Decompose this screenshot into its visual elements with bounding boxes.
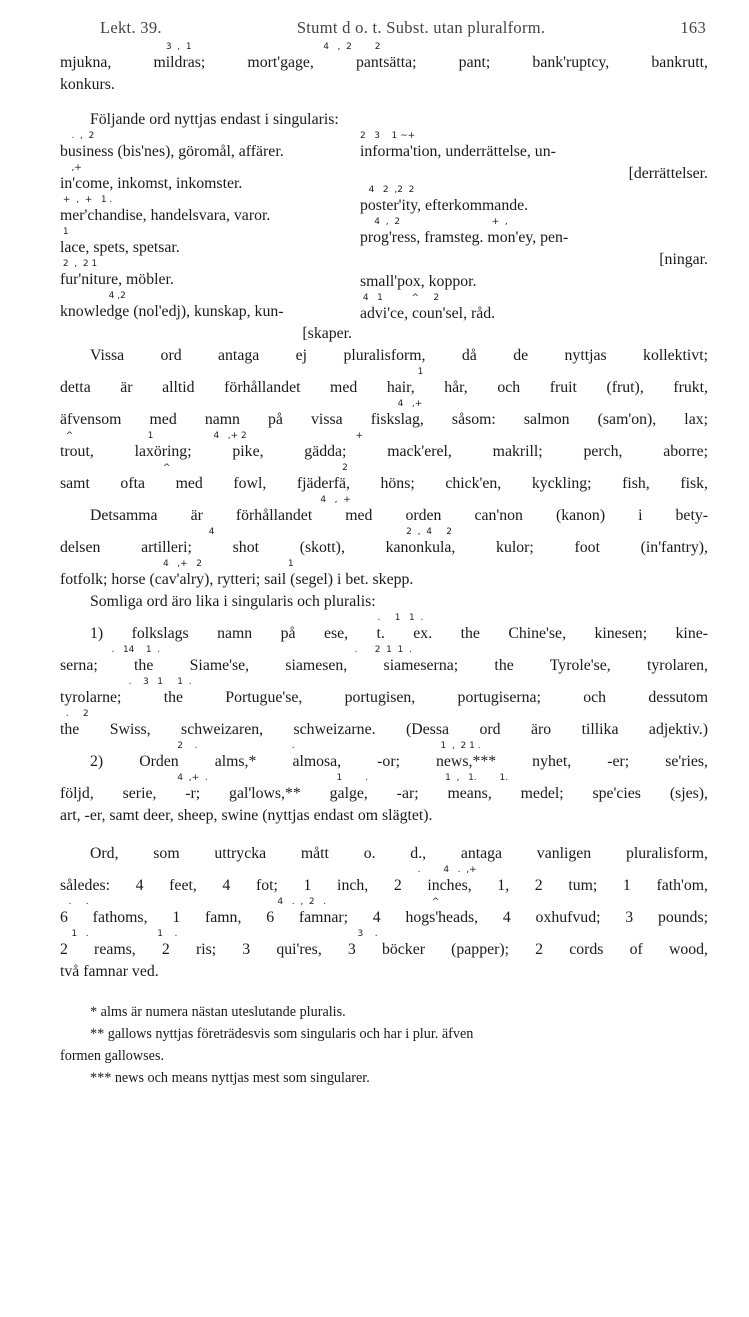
accent-marks: 4 ,+ 2 1 — [60, 559, 294, 569]
paragraph-line: följd, serie, -r; gal'lows,** galge, -ar; means, medel; spe'cies (sjes), — [60, 785, 708, 802]
book-page — [60, 18, 708, 1089]
accent-marks: . 4 . ,+ — [60, 865, 477, 875]
paragraph-line: således: 4 feet, 4 fot; 1 inch, 2 inches, 1, 2 tum; 1 fath'om, — [60, 877, 708, 894]
word-entry: [derrättelser. — [628, 165, 708, 182]
word-entry: small'pox, koppor. — [360, 273, 477, 290]
accent-marks: 2 3 1 ~+ — [360, 131, 416, 141]
word-entry: lace, spets, spetsar. — [60, 239, 180, 256]
accent-marks: . 14 1 . . 2 1 1 . — [60, 645, 412, 655]
accent-marks: . . 4 . , 2 . ^ — [60, 897, 440, 907]
accent-marks: . 2 — [60, 709, 89, 719]
word-list-right — [360, 131, 708, 345]
paragraph-line: detta är alltid förhållandet med hair, hår, och fruit (frut), frukt, — [60, 379, 708, 396]
section-intro: Följande ord nyttjas endast i singularis: — [90, 111, 339, 128]
word-entry: mer'chandise, handelsvara, varor. — [60, 207, 271, 224]
word-list-left — [60, 131, 360, 345]
paragraph-line: Somliga ord äro lika i singularis och pluralis: — [90, 593, 376, 610]
paragraph-line: trout, laxöring; pike, gädda; mack'erel, makrill; perch, aborre; — [60, 443, 708, 460]
paragraph-line: äfvensom med namn på vissa fiskslag, såsom: salmon (sam'on), lax; — [60, 411, 708, 428]
accent-marks: 3 , 1 4 , 2 2 — [60, 42, 381, 52]
page-header — [60, 18, 708, 38]
lesson-number: Lekt. 39. — [100, 18, 162, 37]
word-entry: poster'ity, efterkommande. — [360, 197, 529, 214]
text-line: konkurs. — [60, 76, 115, 93]
paragraph-line: delsen artilleri; shot (skott), kanonkula, kulor; foot (in'fantry), — [60, 539, 708, 556]
accent-marks: ^ 1 4 ,+ 2 + — [60, 431, 363, 441]
word-entry: knowledge (nol'edj), kunskap, kun- — [60, 303, 284, 320]
accent-marks: ,+ — [60, 163, 82, 173]
paragraph-line: två famnar ved. — [60, 963, 159, 980]
word-entry: business (bis'nes), göromål, affärer. — [60, 143, 284, 160]
word-entry: [ningar. — [659, 251, 708, 268]
accent-marks: 4 , 2 + , — [360, 217, 508, 227]
accent-marks: 4 2 , 4 2 — [60, 527, 452, 537]
accent-marks: + , + 1 . — [60, 195, 113, 205]
paragraph-line: art, -er, samt deer, sheep, swine (nyttjas endast om slägtet). — [60, 807, 433, 824]
accent-marks: 4 ,+ — [60, 399, 423, 409]
footnote: formen gallowses. — [60, 1048, 165, 1064]
paragraph-line: samt ofta med fowl, fjäderfä, höns; chick'en, kyckling; fish, fisk, — [60, 475, 708, 492]
accent-marks: 4 2 ,2 2 — [360, 185, 415, 195]
footnote: *** news och means nyttjas mest som singularer. — [90, 1070, 370, 1086]
word-entry: fur'niture, möbler. — [60, 271, 174, 288]
word-entry: [skaper. — [302, 325, 352, 342]
paragraph-line: Vissa ord antaga ej pluralisform, då de nyttjas kollektivt; — [90, 347, 708, 364]
accent-marks: 1 — [60, 367, 424, 377]
accent-marks: ^ 2 — [60, 463, 348, 473]
page-number: 163 — [680, 18, 706, 37]
accent-marks: 1 — [60, 227, 69, 237]
accent-marks: 1 . 1 . 3 . — [60, 929, 378, 939]
paragraph-line: serna; the Siame'se, siamesen, siameserna; the Tyrole'se, tyrolaren, — [60, 657, 708, 674]
word-entry: prog'ress, framsteg. mon'ey, pen- — [360, 229, 569, 246]
accent-marks: . 3 1 1 . — [60, 677, 192, 687]
paragraph-line: fotfolk; horse (cav'alry), rytteri; sail (segel) i bet. skepp. — [60, 571, 414, 588]
paragraph-line: 2) Orden alms,* almosa, -or; news,*** nyhet, -er; se'ries, — [90, 753, 708, 770]
word-entry: informa'tion, underrättelse, un- — [360, 143, 556, 160]
header-title: Stumt d o. t. Subst. utan pluralform. — [296, 18, 546, 37]
accent-marks: 2 . . 1 , 2 1 . — [60, 741, 481, 751]
paragraph-line: 2 reams, 2 ris; 3 qui'res, 3 böcker (papper); 2 cords of wood, — [60, 941, 708, 958]
accent-marks: 4 ,2 — [60, 291, 126, 301]
paragraph-line: the Swiss, schweizaren, schweizarne. (Dessa ord äro tillika adjektiv.) — [60, 721, 708, 738]
accent-marks: 2 , 2 1 — [60, 259, 98, 269]
accent-marks: 4 ,+ . 1 . 1 , 1. 1. — [60, 773, 509, 783]
text-line: mjukna, mildras; mort'gage, pantsätta; pant; bank'ruptcy, bankrutt, — [60, 54, 708, 71]
accent-marks: . , 2 — [60, 131, 95, 141]
footnote: ** gallows nyttjas företrädesvis som singularis och har i plur. äfven — [90, 1026, 474, 1042]
paragraph-line: Detsamma är förhållandet med orden can'non (kanon) i bety- — [90, 507, 708, 524]
paragraph-line: tyrolarne; the Portugue'se, portugisen, portugiserna; och dessutom — [60, 689, 708, 706]
accent-marks: 4 1 ^ 2 — [360, 293, 440, 303]
paragraph-line: 1) folkslags namn på ese, t. ex. the Chine'se, kinesen; kine- — [90, 625, 708, 642]
accent-marks: 4 , + — [60, 495, 351, 505]
paragraph-line: 6 fathoms, 1 famn, 6 famnar; 4 hogs'heads, 4 oxhufvud; 3 pounds; — [60, 909, 708, 926]
accent-marks: . 1 1 . — [60, 613, 424, 623]
word-list — [60, 131, 708, 345]
paragraph-line: Ord, som uttrycka mått o. d., antaga vanligen pluralisform, — [90, 845, 708, 862]
footnote: * alms är numera nästan uteslutande pluralis. — [90, 1004, 346, 1020]
word-entry: in'come, inkomst, inkomster. — [60, 175, 243, 192]
word-entry: advi'ce, coun'sel, råd. — [360, 305, 496, 322]
